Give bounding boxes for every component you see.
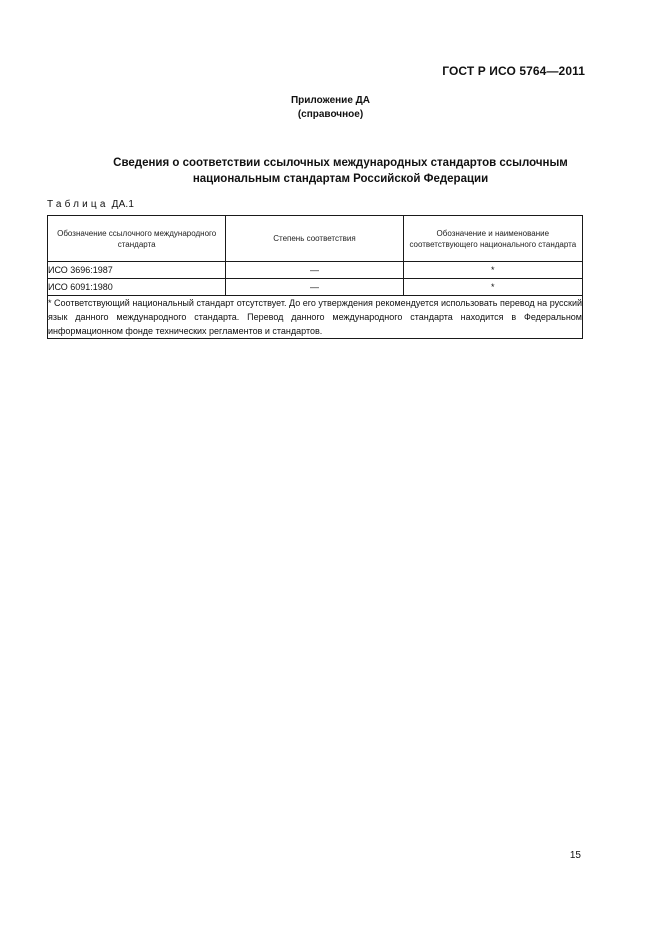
table-footnote: * Соответствующий национальный стандарт отсутствует. До его утверждения рекомендуется использовать перевод на русский язык данного международного стандарта. Перевод данного международного стандарта находится в Федеральном информационном фонде технических регламентов и стандартов.: [48, 296, 583, 339]
table-caption-word: Таблица: [47, 199, 109, 210]
header-national-standard: Обозначение и наименование соответствующего национального стандарта: [403, 216, 582, 262]
table-caption-number: ДА.1: [111, 199, 135, 210]
annex-subtitle: (справочное): [297, 109, 364, 120]
cell-national: *: [403, 262, 582, 279]
reference-standards-table: [47, 215, 583, 339]
title-line-2: национальным стандартам Российской Федерации: [192, 173, 489, 185]
table-header-row: [48, 216, 583, 262]
table-footnote-row: [48, 296, 583, 339]
page-number: 15: [569, 850, 581, 861]
standard-designation: ГОСТ Р ИСО 5764—2011: [442, 64, 585, 78]
cell-standard: ИСО 3696:1987: [48, 262, 226, 279]
annex-main-title: [60, 155, 621, 187]
annex-heading: [0, 94, 661, 122]
cell-degree: —: [226, 262, 403, 279]
cell-national: *: [403, 279, 582, 296]
annex-title: Приложение ДА: [290, 95, 371, 106]
cell-standard: ИСО 6091:1980: [48, 279, 226, 296]
header-degree-of-conformity: Степень соответствия: [226, 216, 403, 262]
table-caption: [47, 199, 134, 210]
table-row: [48, 262, 583, 279]
title-line-1: Сведения о соответствии ссылочных международных стандартов ссылочным: [113, 157, 568, 169]
cell-degree: —: [226, 279, 403, 296]
header-international-standard: Обозначение ссылочного международного стандарта: [48, 216, 226, 262]
table-row: [48, 279, 583, 296]
